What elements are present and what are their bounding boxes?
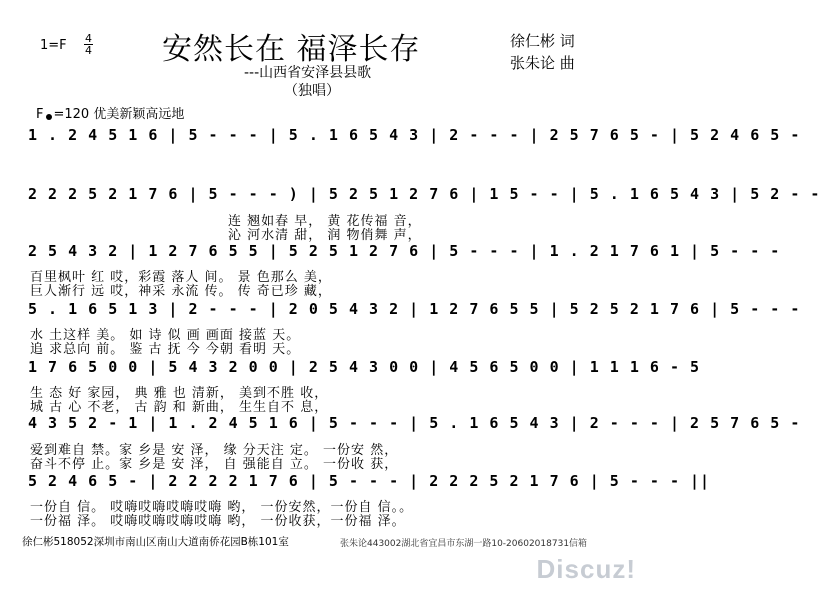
staff-line-2: 2 2 2 5 2 1 7 6 | 5 - - - ) | 5 2 5 1 2 7 6 | 1 5 - - | 5 . 1 6 5 4 3 | 5 2 - - [28, 185, 820, 203]
watermark: Discuz! [536, 554, 636, 584]
staff-line-5: 1 7 6 5 0 0 | 5 4 3 2 0 0 | 2 5 4 3 0 0 | 4 5 6 5 0 0 | 1 1 1 6 - 5 [28, 358, 701, 376]
tempo-text: 优美新颖高远地 [93, 107, 185, 122]
staff-line-7: 5 2 4 6 5 - | 2 2 2 2 1 7 6 | 5 - - - | 2 2 2 5 2 1 7 6 | 5 - - - || [28, 472, 711, 490]
lyric-line: 沁 河水清 甜， 润 物俏舞 声， [228, 228, 422, 243]
lyric-line: 百里枫叶 红 哎，彩霞 落人 间。 景 色那么 美， [30, 270, 332, 285]
lyric-line: 追 求总向 前。 鉴 古 抚 今 今朝 看明 天。 [30, 342, 301, 357]
staff-line-6: 4 3 5 2 - 1 | 1 . 2 4 5 1 6 | 5 - - - | 5 . 1 6 5 4 3 | 2 - - - | 2 5 7 6 5 - [28, 414, 801, 432]
meter-top: 4 [85, 32, 92, 45]
lyric-line: 生 态 好 家园， 典 雅 也 清新， 美到不胜 收， [30, 386, 329, 401]
lyric-line: 巨人渐行 远 哎，神采 永流 传。 传 奇已珍 藏， [30, 284, 332, 299]
tempo-key: F [36, 107, 44, 122]
lyric-line: 一份福 泽。 哎嗨哎嗨哎嗨哎嗨 哟， 一份收获，一份福 泽。 [30, 514, 406, 529]
lyric-line: 水 土这样 美。 如 诗 似 画 画面 接蓝 天。 [30, 328, 301, 343]
staff-line-4: 5 . 1 6 5 1 3 | 2 - - - | 2 0 5 4 3 2 | 1 2 7 6 5 5 | 5 2 5 2 1 7 6 | 5 - - - [28, 300, 801, 318]
key-signature: 1=F [40, 38, 67, 53]
lyric-line: 一份自 信。 哎嗨哎嗨哎嗨哎嗨 哟， 一份安然，一份自 信。。 [30, 500, 414, 515]
composer-address: 张朱论443002湖北省宜昌市东湖一路10-20602018731信箱 [340, 539, 588, 549]
tempo-marking [36, 103, 184, 122]
lyric-line: 爱到难自 禁。家 乡是 安 泽， 缘 分天注 定。 一份安 然， [30, 443, 399, 458]
time-signature [84, 33, 93, 56]
song-title: 安然长在 福泽长存 [162, 32, 421, 67]
lyricist-address: 徐仁彬518052深圳市南山区南山大道南侨花园B栋101室 [22, 536, 289, 548]
lyricist: 徐仁彬 词 [510, 32, 575, 50]
lyric-line: 城 古 心 不老， 古 韵 和 新曲， 生生自不 息， [30, 400, 329, 415]
lyric-line: 奋斗不停 止。家 乡是 安 泽， 自 强能自 立。 一份收 获， [30, 457, 399, 472]
composer: 张朱论 曲 [510, 54, 575, 72]
staff-line-1: 1 . 2 4 5 1 6 | 5 - - - | 5 . 1 6 5 4 3 | 2 - - - | 2 5 7 6 5 - | 5 2 4 6 5 - [28, 126, 801, 144]
performance-note: （独唱） [284, 83, 340, 99]
meter-bottom: 4 [85, 44, 92, 57]
subtitle: ---山西省安泽县县歌 [244, 65, 372, 81]
lyric-line: 连 翘如春 早， 黄 花传福 音， [228, 214, 422, 229]
staff-line-3: 2 5 4 3 2 | 1 2 7 6 5 5 | 5 2 5 1 2 7 6 | 5 - - - | 1 . 2 1 7 6 1 | 5 - - - [28, 242, 781, 260]
quarter-note-icon [46, 114, 52, 120]
tempo-value: =120 [53, 107, 90, 122]
